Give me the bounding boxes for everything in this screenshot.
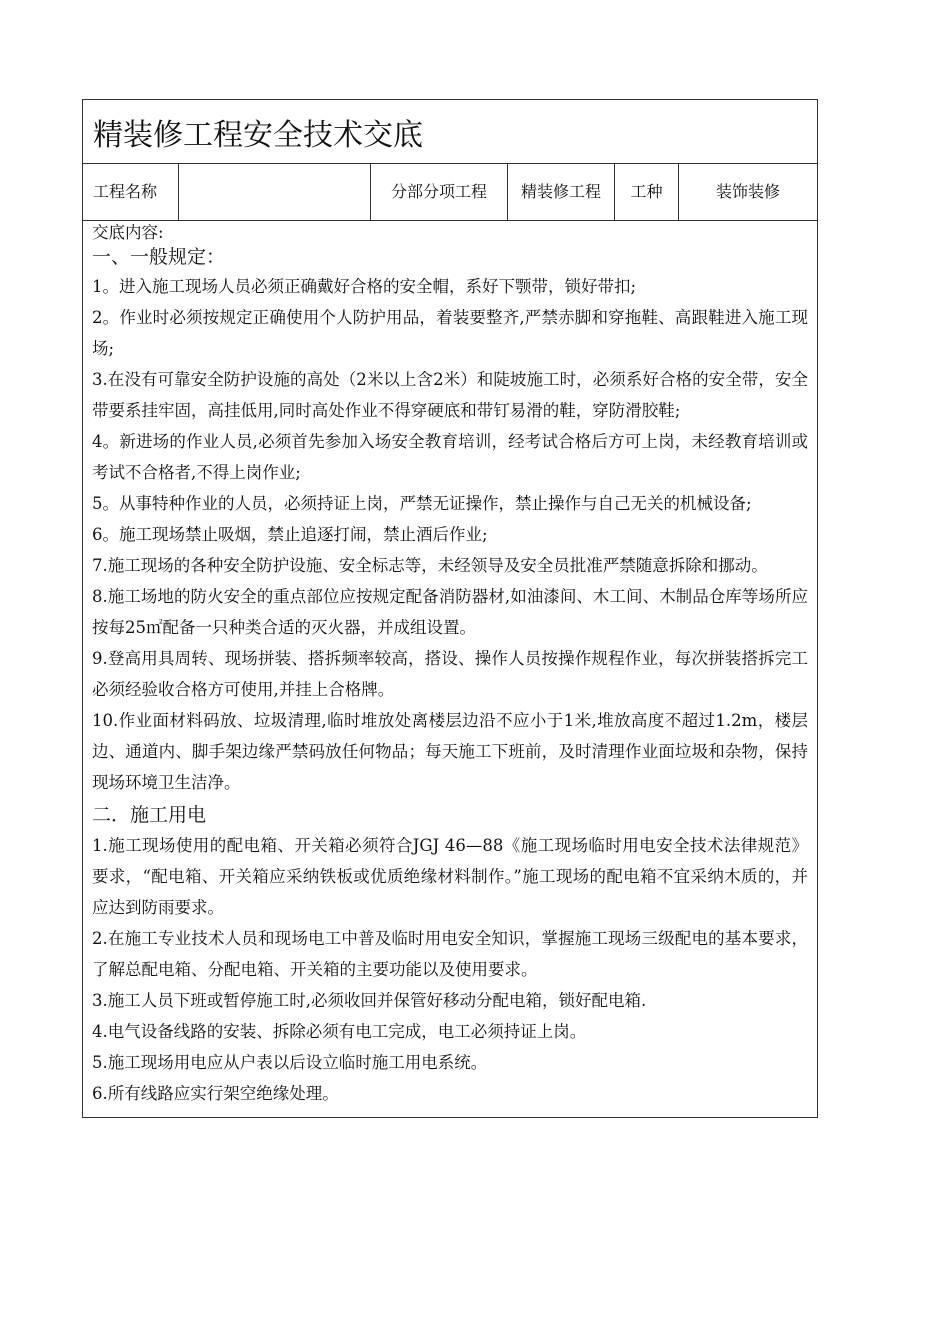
sub-project-label: 分部分项工程: [371, 164, 508, 220]
trade-label: 工种: [615, 164, 679, 220]
list-item: 6。施工现场禁止吸烟，禁止追逐打闹，禁止酒后作业;: [92, 525, 488, 544]
trade-value: 装饰装修: [715, 182, 780, 201]
list-item: 2。作业时必须按规定正确使用个人防护用品，着装要整齐,严禁赤脚和穿拖鞋、高跟鞋进入施工现场;: [92, 308, 808, 358]
sub-project-value: 精装修工程: [508, 164, 615, 220]
list-item: 1.施工现场使用的配电箱、开关箱必须符合JGJ 46—88《施工现场临时用电安全技术法律规范》要求，“配电箱、开关箱应采纳铁板或优质绝缘材料制作。”施工现场的配电箱不宜采纳木质的，并应达到防雨要求。: [92, 836, 808, 917]
list-item: 4。新进场的作业人员,必须首先参加入场安全教育培训，经考试合格后方可上岗，未经教育培训或考试不合格者,不得上岗作业;: [92, 432, 808, 482]
list-item: 6.所有线路应实行架空绝缘处理。: [92, 1084, 339, 1103]
project-name-value: [179, 164, 371, 220]
list-item: 7.施工现场的各种安全防护设施、安全标志等，未经领导及安全员批准严禁随意拆除和挪动。: [92, 556, 768, 575]
project-info-row: [83, 164, 817, 221]
list-item: 3.施工人员下班或暂停施工时,必须收回并保管好移动分配电箱，锁好配电箱.: [92, 991, 647, 1010]
safety-briefing-form: [82, 99, 818, 1118]
content-intro-label: 交底内容:: [92, 223, 164, 242]
list-item: 5。从事特种作业的人员，必须持证上岗，严禁无证操作，禁止操作与自己无关的机械设备;: [92, 494, 752, 513]
section-title-general: 一、一般规定：: [92, 246, 226, 268]
list-item: 9.登高用具周转、现场拼装、搭拆频率较高，搭设、操作人员按操作规程作业，每次拼装搭拆完工必须经验收合格方可使用,并挂上合格牌。: [92, 649, 808, 699]
project-name-label: 工程名称: [83, 164, 179, 220]
list-item: 2.在施工专业技术人员和现场电工中普及临时用电安全知识，掌握施工现场三级配电的基本要求，了解总配电箱、分配电箱、开关箱的主要功能以及使用要求。: [92, 929, 808, 979]
form-title: 精装修工程安全技术交底: [83, 100, 817, 164]
briefing-content: [83, 221, 817, 1117]
list-item: 1。进入施工现场人员必须正确戴好合格的安全帽，系好下颚带，锁好带扣;: [92, 277, 637, 296]
list-item: 10.作业面材料码放、垃圾清理,临时堆放处离楼层边沿不应小于1米,堆放高度不超过1.2m，楼层边、通道内、脚手架边缘严禁码放任何物品；每天施工下班前，及时清理作业面垃圾和杂物，保持现场环境卫生洁净。: [92, 711, 808, 792]
list-item: 8.施工场地的防火安全的重点部位应按规定配备消防器材,如油漆间、木工间、木制品仓库等场所应按每25㎡配备一只种类合适的灭火器，并成组设置。: [92, 587, 808, 637]
list-item: 3.在没有可靠安全防护设施的高处（2米以上含2米）和陡坡施工时，必须系好合格的安全带，安全带要系挂牢固，高挂低用,同时高处作业不得穿硬底和带钉易滑的鞋，穿防滑胶鞋;: [92, 370, 808, 420]
list-item: 5.施工现场用电应从户表以后设立临时施工用电系统。: [92, 1053, 488, 1072]
list-item: 4.电气设备线路的安装、拆除必须有电工完成，电工必须持证上岗。: [92, 1022, 587, 1041]
section-title-electricity: 二．施工用电: [92, 804, 207, 826]
